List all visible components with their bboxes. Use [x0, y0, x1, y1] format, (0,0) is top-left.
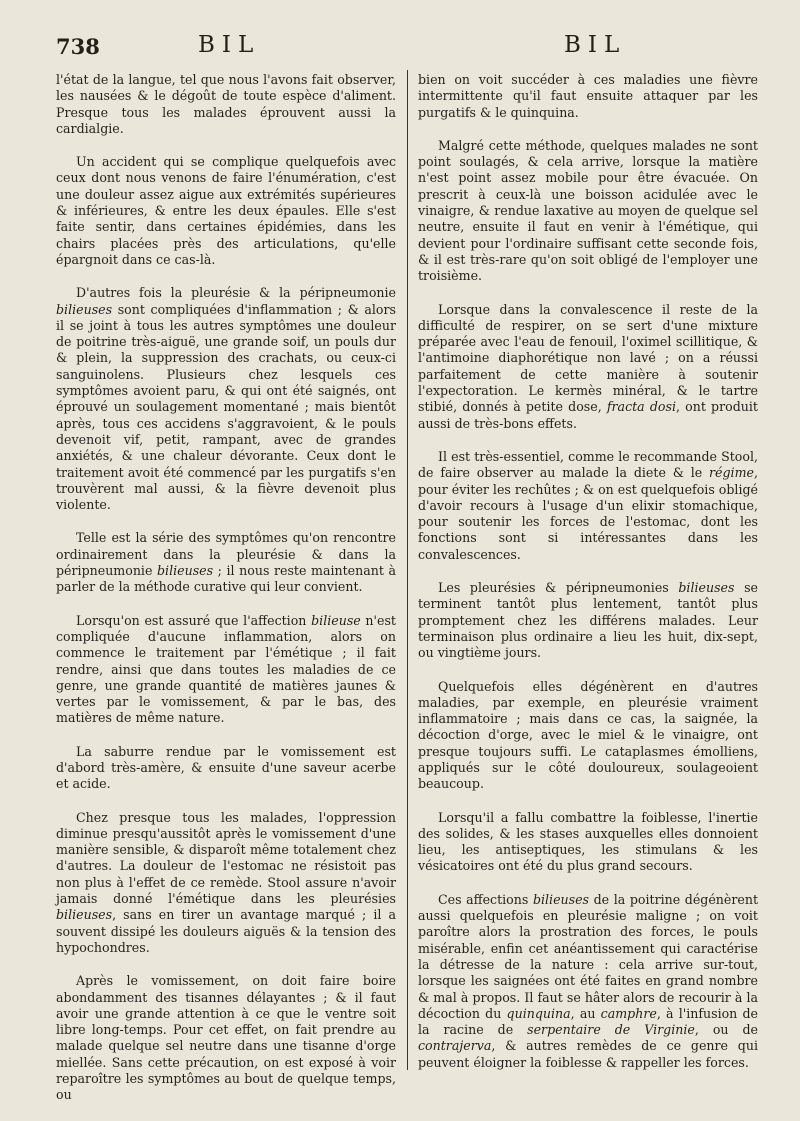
paragraph — [418, 580, 758, 661]
paragraph — [56, 613, 396, 727]
running-head-left: BIL — [198, 32, 261, 58]
paragraph-text: , à l'infusion de la racine de — [418, 1005, 758, 1038]
paragraph-text: , au — [570, 1005, 601, 1021]
column-divider — [407, 70, 408, 1070]
paragraph — [418, 679, 758, 793]
italic-term: camphre — [600, 1005, 657, 1021]
paragraph-text: Ces affections — [438, 891, 533, 907]
italic-term: quinquina — [506, 1005, 571, 1021]
italic-term: bilieuses — [56, 907, 113, 923]
italic-term: contrajerva — [418, 1038, 492, 1054]
right-column — [418, 72, 758, 1088]
left-column — [56, 72, 396, 1121]
paragraph-text: La saburre rendue par le vomissement est d'abord très-amère, & ensuite d'une saveur acerbe et acide. — [56, 743, 396, 792]
italic-term: bilieuses — [157, 563, 214, 579]
paragraph-text: Après le vomissement, on doit faire boire abondamment des tisannes délayantes ; & il faut avoir une grande attention à ce que le ventre soit libre long-temps. Pour cet effet, on fait prendre au malade quelque sel neutre dans une tisanne d'orge miellée. Sans cette précaution, on est exposé à voir reparoître les symptômes au bout de quelque temps, ou — [56, 973, 396, 1103]
paragraph-text: se terminent tantôt plus lentement, tantôt plus promptement chez les différens malades. Leur terminaison plus ordinaire a lieu les huit, dix-sept, ou vingtième jours. — [418, 580, 759, 661]
paragraph-text: n'est compliquée d'aucune inflammation, alors on commence le traitement par l'émétique ; il fait rendre, ainsi que dans toutes les maladies de ce genre, une grande quantité de matières jaunes & vertes par le vomissement, & par le bas, des matières de même nature. — [56, 612, 396, 726]
running-head-right: BIL — [564, 32, 627, 58]
paragraph-text: , ou de — [694, 1022, 758, 1038]
paragraph-text: Les pleurésies & péripneumonies — [438, 580, 679, 596]
italic-term: fracta dosi — [606, 399, 676, 415]
paragraph — [418, 892, 758, 1071]
paragraph — [56, 530, 396, 595]
paragraph — [56, 72, 396, 137]
italic-term: régime — [709, 465, 754, 481]
paragraph — [56, 285, 396, 513]
paragraph-text: D'autres fois la pleurésie & la péripneumonie — [76, 285, 396, 301]
page-number: 738 — [56, 34, 100, 59]
italic-term: serpentaire de Virginie — [527, 1022, 695, 1038]
paragraph-text: ; il nous reste maintenant à parler de la méthode curative qui leur convient. — [56, 563, 396, 595]
paragraph-text: Chez presque tous les malades, l'oppression diminue presqu'aussitôt après le vomissement d'une manière sensible, & disparoît même totalement chez d'autres. La douleur de l'estomac ne résistoit pas non plus à l'effet de ce remède. Stool assure n'avoir jamais donné l'émétique dans les pleurésies — [56, 809, 396, 907]
paragraph-text: de la poitrine dégénèrent aussi quelquefois en pleurésie maligne ; on voit paroître alors la prostration des forces, le pouls misérable, enfin cet anéantissement qui caractérise la détresse de la nature : cela arrive sur-tout, lorsque les saignées ont été faites en grand nombre & mal à propos. Il faut se hâter alors de recourir à la décoction du — [418, 891, 758, 1021]
paragraph-text: Lorsqu'on est assuré que l'affection — [76, 612, 312, 628]
paragraph — [418, 138, 758, 285]
paragraph — [418, 810, 758, 875]
paragraph-text: Lorsque dans la convalescence il reste de la difficulté de respirer, on se sert d'une mixture préparée avec l'eau de fenouil, l'oximel scillitique, & l'antimoine diaphorétique non lavé ; on a réussi parfaitement de cette manière à soutenir l'expectoration. Le kermès minéral, & le tartre stibié, donnés à petite dose, — [418, 301, 758, 415]
paragraph-text: Lorsqu'il a fallu combattre la foiblesse, l'inertie des solides, & les stases auxquelles elles donnoient lieu, les antiseptiques, les stimulans & les vésicatoires ont été du plus grand secours. — [418, 809, 758, 874]
paragraph — [56, 810, 396, 957]
paragraph-text: , sans en tirer un avantage marqué ; il a souvent dissipé les douleurs aiguës & la tension des hypochondres. — [56, 907, 396, 955]
paragraph — [56, 973, 396, 1103]
paragraph-text: Malgré cette méthode, quelques malades ne sont point soulagés, & cela arrive, lorsque la matière n'est point assez mobile pour être évacuée. On prescrit à ceux-là une boisson acidulée avec le vinaigre, & rendue laxative au moyen de quelque sel neutre, ensuite il faut en venir à l'émétique, qui devient pour l'ordinaire suffisant cette seconde fois, & il est très-rare qu'on soit obligé de l'employer une troisième. — [418, 137, 758, 284]
paragraph-text: , & autres remèdes de ce genre qui peuvent éloigner la foiblesse & rappeller les forces. — [418, 1038, 758, 1070]
paragraph — [56, 154, 396, 268]
italic-term: bilieuses — [532, 891, 590, 907]
paragraph — [418, 72, 758, 121]
paragraph-text: Quelquefois elles dégénèrent en d'autres maladies, par exemple, en pleurésie vraiment inflammatoire ; mais dans ce cas, la saignée, la décoction d'orge, avec le miel & le vinaigre, ont presque toujours suffi. Le cataplasmes émolliens, appliqués sur le côté douloureux, soulageoient beaucoup. — [418, 678, 758, 792]
paragraph-text: , pour éviter les rechûtes ; & on est quelquefois obligé d'avoir recours à l'usage d'un elixir stomachique, pour soutenir les forces de l'estomac, dont les fonctions sont si intéressantes dans les convalescences. — [418, 465, 758, 562]
paragraph-text: sont compliquées d'inflammation ; & alors il se joint à tous les autres symptômes une douleur de poitrine très-aiguë, une grande soif, un pouls dur & plein, la suppression des crachats, ou ceux-ci sanguinolens. Plusieurs chez lesquels ces symptômes avoient paru, & qui ont été saignés, ont éprouvé un soulagement momentané ; mais bientôt après, tous ces accidens s'aggravoient, & le pouls devenoit vif, petit, rampant, avec de grandes anxiétés, & une chaleur dévorante. Ceux dont le traitement avoit été commencé par les purgatifs s'en trouvèrent mal aussi, & la fièvre devenoit plus violente. — [56, 301, 396, 513]
italic-term: bilieuse — [311, 612, 361, 628]
paragraph — [418, 302, 758, 432]
paragraph-text: Telle est la série des symptômes qu'on rencontre ordinairement dans la pleurésie & dans la péripneumonie — [56, 530, 396, 579]
paragraph-text: bien on voit succéder à ces maladies une fièvre intermittente qu'il faut ensuite attaquer par les purgatifs & le quinquina. — [418, 72, 758, 120]
paragraph — [56, 744, 396, 793]
paragraph-text: Un accident qui se complique quelquefois avec ceux dont nous venons de faire l'énumération, c'est une douleur assez aigue aux extrémités supérieures & inférieures, & entre les deux épaules. Elle s'est faite sentir, dans certaines épidémies, dans les chairs placées près des articulations, qu'elle épargnoit dans ce cas-là. — [56, 154, 396, 267]
paragraph-text: Il est très-essentiel, comme le recommande Stool, de faire observer au malade la diete & le — [418, 448, 758, 481]
italic-term: bilieuses — [56, 301, 113, 317]
paragraph — [418, 449, 758, 563]
paragraph-text: , ont produit aussi de très-bons effets. — [418, 399, 758, 431]
paragraph-text: l'état de la langue, tel que nous l'avons fait observer, les nausées & le dégoût de toute espèce d'aliment. Presque tous les malades éprouvent aussi la cardialgie. — [56, 72, 396, 136]
italic-term: bilieuses — [678, 580, 735, 596]
